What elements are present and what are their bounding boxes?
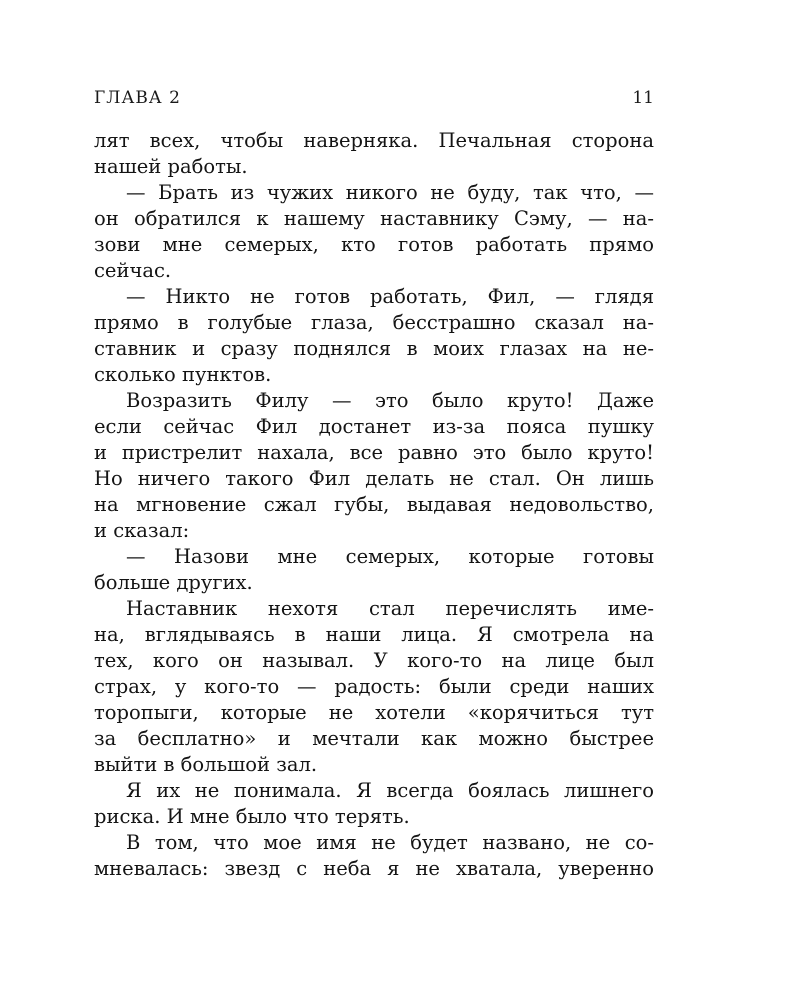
text-line: тех, кого он называл. У кого-то на лице был [94,649,654,672]
text-line: торопыги, которые не хотели «корячиться тут [94,701,654,724]
text-line: на мгновение сжал губы, выдавая недовольство, [94,493,654,516]
text-line: риска. И мне было что терять. [94,805,410,828]
text-line: больше других. [94,571,253,594]
text-line: Но ничего такого Фил делать не стал. Он лишь [94,467,654,490]
text-line: на, вглядываясь в наши лица. Я смотрела на [94,623,654,646]
text-line: — Брать из чужих никого не буду, так что, — [126,181,654,204]
text-line: выйти в большой зал. [94,753,318,776]
text-line: ставник и сразу поднялся в моих глазах на не- [94,337,654,360]
body-text [94,128,654,882]
text-line: мневалась: звезд с неба я не хватала, уверенно [94,857,654,880]
text-line: нашей работы. [94,155,248,178]
text-line: лят всех, чтобы наверняка. Печальная сторона [94,129,654,152]
text-line: Наставник нехотя стал перечислять име- [126,597,654,620]
text-line: за бесплатно» и мечтали как можно быстрее [94,727,654,750]
text-line: и сказал: [94,519,190,542]
text-line: Я их не понимала. Я всегда боялась лишнего [126,779,654,802]
text-line: если сейчас Фил достанет из-за пояса пушку [94,415,654,438]
page-number: 11 [632,88,654,108]
text-line: Возразить Филу — это было круто! Даже [126,389,654,412]
text-line: прямо в голубые глаза, бесстрашно сказал на- [94,311,654,334]
text-line: — Назови мне семерых, которые готовы [126,545,654,568]
text-line: зови мне семерых, кто готов работать прямо [94,233,654,256]
text-line: сколько пунктов. [94,363,272,386]
text-line: страх, у кого-то — радость: были среди наших [94,675,654,698]
text-line: сейчас. [94,259,172,282]
chapter-title: ГЛАВА 2 [94,88,181,108]
text-line: и пристрелит нахала, все равно это было круто! [94,441,654,464]
text-line: он обратился к нашему наставнику Сэму, — на- [94,207,654,230]
text-line: — Никто не готов работать, Фил, — глядя [126,285,654,308]
running-head [94,88,654,112]
text-line: В том, что мое имя не будет названо, не со- [126,831,654,854]
